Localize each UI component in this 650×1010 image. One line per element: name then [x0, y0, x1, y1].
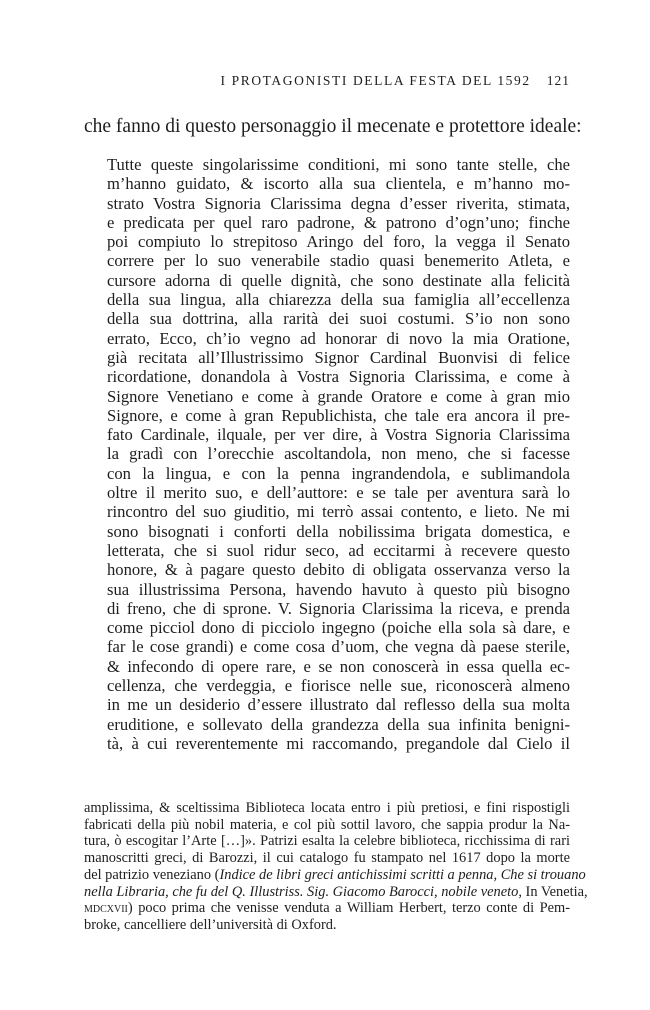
lead-sentence: che fanno di questo personaggio il mecenate e protettore ideale: [84, 116, 582, 137]
quote-line: errato, Ecco, ch’io vegno ad honorar di novo la mia Oratione, [107, 328, 570, 348]
running-head [84, 72, 570, 90]
quote-line: correre per lo suo venerabile stadio quasi benemerito Atleta, e [107, 251, 570, 271]
footnote [84, 800, 588, 934]
footnote-line: manoscritti greci, di Barozzi, il cui catalogo fu stampato nel 1617 dopo la morte [84, 850, 570, 867]
quote-line: far le cose grandi) e come cosa d’uom, che vegna dà paese sterile, [107, 637, 570, 657]
quote-line: m’hanno guidato, & iscorto alla sua clientela, e m’hanno mo- [107, 174, 570, 194]
footnote-text: , In Venetia, [518, 883, 588, 900]
footnote-line: broke, cancelliere dell’università di Oxford. [84, 916, 337, 933]
footnote-line: amplissima, & sceltissima Biblioteca locata entro i più pretiosi, e fini rispostigli [84, 800, 570, 816]
quote-line: con la lingua, e con la penna ingrandendola, e sublimandola [107, 463, 570, 483]
quote-line: la gradì con l’orecchie ascoltandola, non meno, che si facesse [107, 444, 570, 464]
roman-year: mdcxvii [84, 900, 128, 917]
quote-line: in me un desiderio d’essere illustrato dal reflesso della sua molta [107, 695, 570, 715]
quote-line: sua illustrissima Persona, havendo havuto à questo più bisogno [107, 579, 570, 599]
quote-line: oltre il merito suo, e dell’auttore: e se tale per aventura sarà lo [107, 483, 570, 503]
quote-line: fato Cardinale, ilquale, per ver dire, à Vostra Signoria Clarissima [107, 425, 570, 445]
quote-line: già recitata all’Illustrissimo Signor Cardinal Buonvisi di felice [107, 347, 570, 367]
book-title-italic: nella Libraria, che fu del Q. Illustriss. Sig. Giacomo Barocci, nobile veneto [84, 883, 519, 900]
footnote-line [84, 900, 570, 917]
quote-line: cursore adorna di quelle dignità, che sono destinate alla felicità [107, 270, 570, 290]
quote-line: della sua lingua, alla chiarezza della sua famiglia all’eccellenza [107, 290, 570, 310]
quote-line: cellenza, che verdeggia, e fiorisce nelle sue, riconoscerà almeno [107, 676, 570, 696]
quote-line: sono bisognati i conforti della nobilissima brigata domestica, e [107, 521, 570, 541]
quote-line: rincontro del suo giuditio, mi terrò assai contento, e lieto. Ne mi [107, 502, 570, 522]
quote-line: tà, à cui reverentemente mi raccomando, pregandole dal Cielo il [107, 733, 570, 753]
quote-line: & infecondo di opere rare, e se non conoscerà in essa quella ec- [107, 656, 570, 676]
footnote-line: fabricati della più nobil materia, e col più sottil lavoro, che sappia produr la Na- [84, 816, 570, 833]
quote-line: eruditione, e sollevato della grandezza della sua infinita benigni- [107, 714, 570, 734]
quote-line: e predicata per quel raro padrone, & patrono d’ogn’uno; finche [107, 212, 570, 232]
quote-line: letterata, che si suol ridur seco, ad eccitarmi à recevere questo [107, 540, 570, 560]
footnote-line: tura, ò escogitar l’Arte […]». Patrizi esalta la celebre biblioteca, ricchissima di rari [84, 833, 570, 850]
quote-line: Tutte queste singolarissime conditioni, mi sono tante stelle, che [107, 155, 570, 174]
footnote-line [84, 883, 588, 901]
page-number: 121 [546, 73, 570, 88]
book-title-italic: Indice de libri greci antichissimi scritti a penna, Che si trouano [219, 866, 586, 883]
running-head-title: I PROTAGONISTI DELLA FESTA DEL 1592 [220, 73, 531, 88]
quote-line: della sua dottrina, alla rarità dei suoi costumi. S’io non sono [107, 309, 570, 329]
footnote-line [84, 866, 586, 884]
quote-line: honore, & à pagare questo debito di obligata osservanza verso la [107, 560, 570, 580]
quote-line: di freno, che di sprone. V. Signoria Clarissima la riceva, e prenda [107, 598, 570, 618]
quote-line: Signore Venetiano e come à grande Oratore e come à gran mio [107, 386, 570, 406]
quote-line: ricordatione, donandola à Vostra Signoria Clarissima, e come à [107, 367, 570, 387]
block-quote [107, 155, 570, 753]
footnote-text: del patrizio veneziano ( [84, 866, 220, 883]
quote-line: come picciol dono di picciolo ingegno (poiche ella sola sà dare, e [107, 618, 570, 638]
quote-line: poi compiuto lo strepitoso Aringo del foro, la vegga il Senato [107, 232, 570, 252]
quote-line: Signore, e come à gran Republichista, che tale era ancora il pre- [107, 405, 570, 425]
footnote-text: ) poco prima che venisse venduta a William Herbert, terzo conte di Pem- [127, 900, 570, 917]
quote-line: strato Vostra Signoria Clarissima degna d’esser riverita, stimata, [107, 193, 570, 213]
